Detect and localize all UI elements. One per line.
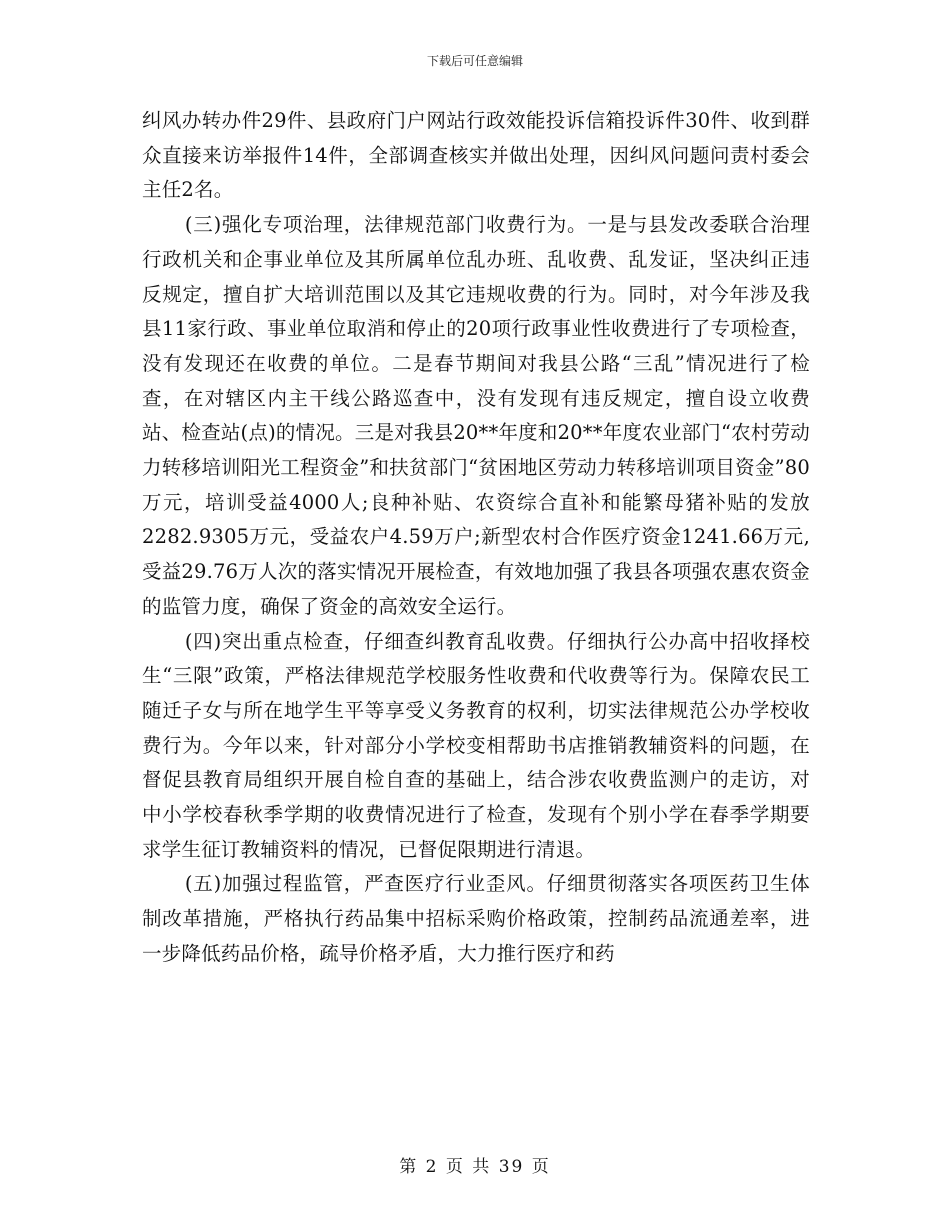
page-number-footer: 第 2 页 共 39 页 (399, 1157, 551, 1177)
paragraph-2: (三)强化专项治理，法律规范部门收费行为。一是与县发改委联合治理行政机关和企事业单位及其所属单位乱办班、乱收费、乱发证，坚决纠正违反规定，擅自扩大培训范围以及其它违规收费的行为。同时，对今年涉及我县11家行政、事业单位取消和停止的20项行政事业性收费进行了专项检查，没有发现还在收费的单位。二是春节期间对我县公路“三乱”情况进行了检查，在对辖区内主干线公路巡查中，没有发现有违反规定，擅自设立收费站、检查站(点)的情况。三是对我县20**年度和20**年度农业部门“农村劳动力转移培训阳光工程资金”和扶贫部门“贫困地区劳动力转移培训项目资金”80万元，培训受益4000人;良种补贴、农资综合直补和能繁母猪补贴的发放2282.9305万元，受益农户4.59万户;新型农村合作医疗资金1241.66万元,受益29.76万人次的落实情况开展检查，有效地加强了我县各项强农惠农资金的监管力度，确保了资金的高效安全运行。 (142, 213, 810, 618)
document-body (142, 104, 810, 972)
paragraph-4: (五)加强过程监管，严查医疗行业歪风。仔细贯彻落实各项医药卫生体制改革措施，严格执行药品集中招标采购价格政策，控制药品流通差率，进一步降低药品价格，疏导价格矛盾，大力推行医疗和药 (142, 872, 810, 965)
page-header: 下载后可任意编辑 (426, 54, 523, 68)
paragraph-3: (四)突出重点检查，仔细查纠教育乱收费。仔细执行公办高中招收择校生“三限”政策，严格法律规范学校服务性收费和代收费等行为。保障农民工随迁子女与所在地学生平等享受义务教育的权利，切实法律规范公办学校收费行为。今年以来，针对部分小学校变相帮助书店推销教辅资料的问题，在督促县教育局组织开展自检自查的基础上，结合涉农收费监测户的走访，对中小学校春秋季学期的收费情况进行了检查，发现有个别小学在春季学期要求学生征订教辅资料的情况，已督促限期进行清退。 (142, 629, 810, 861)
paragraph-1: 纠风办转办件29件、县政府门户网站行政效能投诉信箱投诉件30件、收到群众直接来访举报件14件，全部调查核实并做出处理，因纠风问题问责村委会主任2名。 (142, 109, 810, 202)
